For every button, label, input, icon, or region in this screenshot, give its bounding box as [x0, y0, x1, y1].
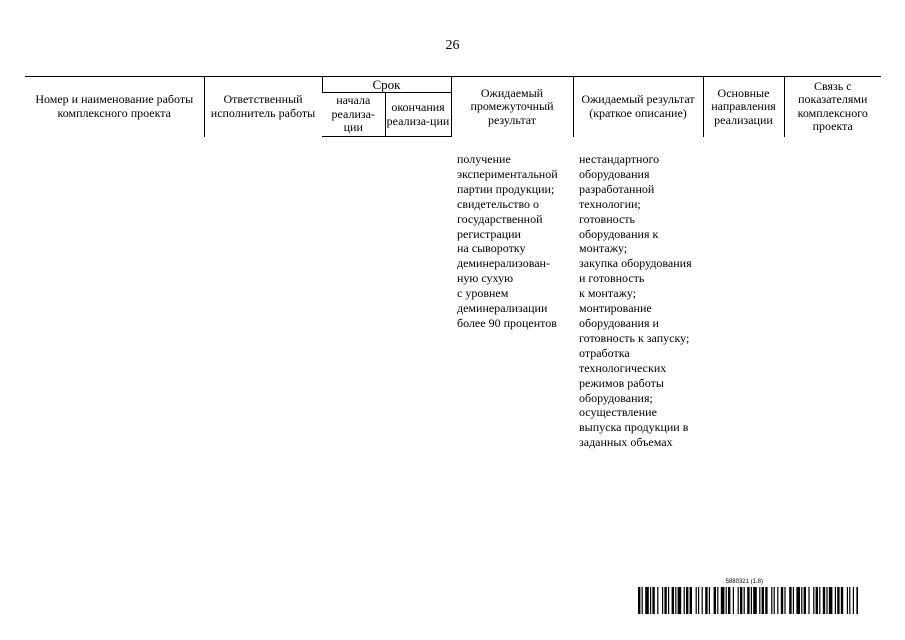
- header-intermediate-result: Ожидаемый промежуточный результат: [451, 77, 573, 137]
- header-end: окончания реализа-ции: [385, 93, 451, 137]
- page-number: 26: [445, 38, 460, 53]
- header-directions: Основные направления реализации: [703, 77, 784, 137]
- row-expected-result: нестандартного оборудования разработанной технологии; готовность оборудования к монтажу; закупка оборудования и готовность к монтажу; монтирование оборудования и готовность к запуску; отработка технологических режимов работы оборудования; осуществление выпуска продукции в заданных объемах: [579, 152, 692, 450]
- header-start: начала реализа-ции: [322, 93, 385, 137]
- header-term: Срок: [322, 77, 451, 93]
- barcode-number: 5880321 (1.8): [725, 579, 763, 585]
- row-intermediate-result: получение экспериментальной партии продукции; свидетельство о государственной регистрации на сыворотку деминерализован- ную сухую с уровнем деминерализации более 90 процентов: [457, 152, 558, 330]
- project-works-table: [25, 76, 881, 137]
- header-link-indicators: Связь с показателями комплексного проекта: [784, 77, 881, 137]
- barcode-icon: [638, 587, 858, 614]
- document-barcode: [638, 579, 858, 615]
- header-expected-result: Ожидаемый результат (краткое описание): [573, 77, 703, 137]
- header-executor: Ответственный исполнитель работы: [204, 77, 322, 137]
- header-work: Номер и наименование работы комплексного проекта: [25, 77, 204, 137]
